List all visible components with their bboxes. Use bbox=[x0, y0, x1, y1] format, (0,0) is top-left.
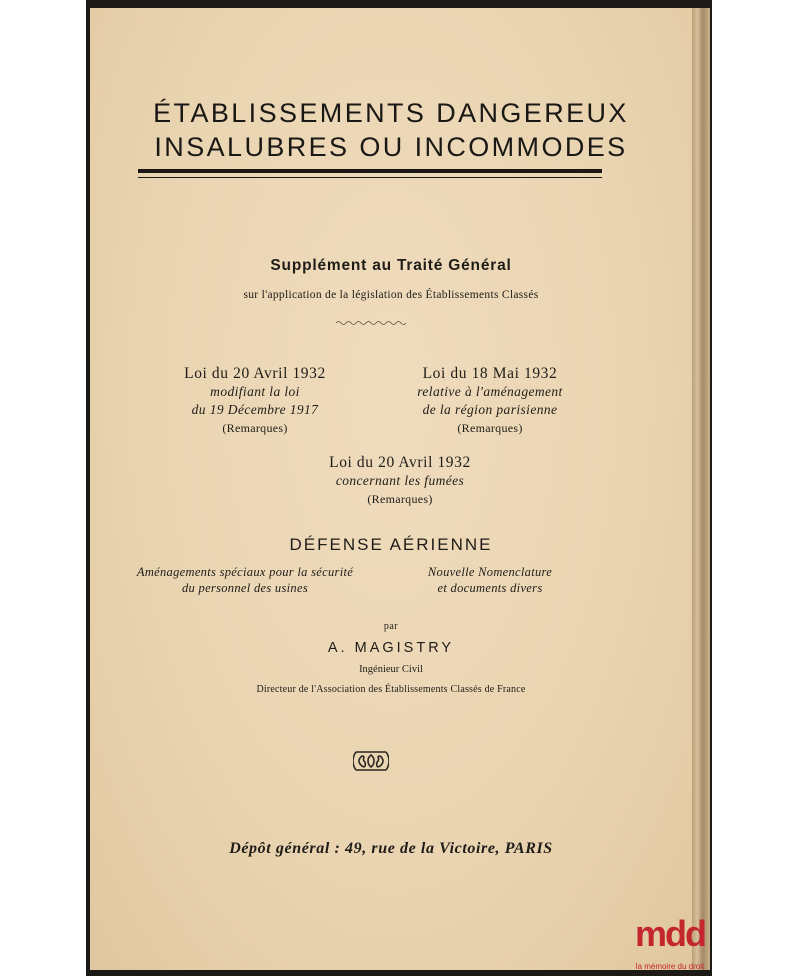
defense-left-line1: Aménagements spéciaux pour la sécurité bbox=[136, 565, 354, 579]
law-left-block bbox=[140, 365, 370, 437]
page-edge bbox=[692, 8, 710, 970]
law-right-note: (Remarques) bbox=[457, 421, 523, 435]
ornament-icon bbox=[353, 748, 389, 774]
book-page bbox=[90, 8, 692, 970]
law-right-block bbox=[370, 365, 610, 437]
depot-address: Dépôt général : 49, rue de la Victoire, PARIS bbox=[229, 840, 553, 857]
law-center-block bbox=[250, 454, 550, 508]
law-right-line2: de la région parisienne bbox=[422, 402, 558, 417]
defense-right-block bbox=[380, 564, 600, 596]
defense-right-line1: Nouvelle Nomenclature bbox=[427, 565, 553, 579]
defense-left-line2: du personnel des usines bbox=[182, 581, 308, 595]
law-left-line2: du 19 Décembre 1917 bbox=[191, 402, 319, 417]
law-left-note: (Remarques) bbox=[222, 421, 288, 435]
defense-left-block bbox=[120, 564, 370, 596]
law-left-title: Loi du 20 Avril 1932 bbox=[184, 365, 326, 382]
author-name: A. MAGISTRY bbox=[327, 640, 455, 656]
by-label: par bbox=[383, 621, 399, 632]
mdd-watermark-logo bbox=[630, 913, 710, 974]
squiggle-divider bbox=[336, 320, 406, 326]
supplement-heading: Supplément au Traité Général bbox=[270, 257, 512, 274]
law-center-title: Loi du 20 Avril 1932 bbox=[329, 454, 471, 471]
title-rule-thick bbox=[138, 169, 602, 173]
law-right-title: Loi du 18 Mai 1932 bbox=[422, 365, 558, 382]
author-director-line: Directeur de l'Association des Établissements Classés de France bbox=[256, 684, 526, 695]
logo-tagline: la mémoire du droit bbox=[635, 962, 705, 971]
defense-right-line2: et documents divers bbox=[437, 581, 543, 595]
defense-heading: DÉFENSE AÉRIENNE bbox=[289, 535, 493, 554]
title-line-2: INSALUBRES OU INCOMMODES bbox=[154, 132, 628, 162]
title-line-1: ÉTABLISSEMENTS DANGEREUX bbox=[153, 98, 629, 128]
law-right-line1: relative à l'aménagement bbox=[417, 384, 563, 399]
supplement-subline: sur l'application de la législation des Établissements Classés bbox=[243, 289, 539, 301]
law-left-line1: modifiant la loi bbox=[210, 384, 300, 399]
title-rule-thin bbox=[138, 177, 602, 178]
law-center-note: (Remarques) bbox=[367, 492, 433, 506]
logo-text: mdd bbox=[635, 913, 705, 954]
law-center-line1: concernant les fumées bbox=[335, 473, 465, 488]
author-title: Ingénieur Civil bbox=[359, 664, 423, 675]
